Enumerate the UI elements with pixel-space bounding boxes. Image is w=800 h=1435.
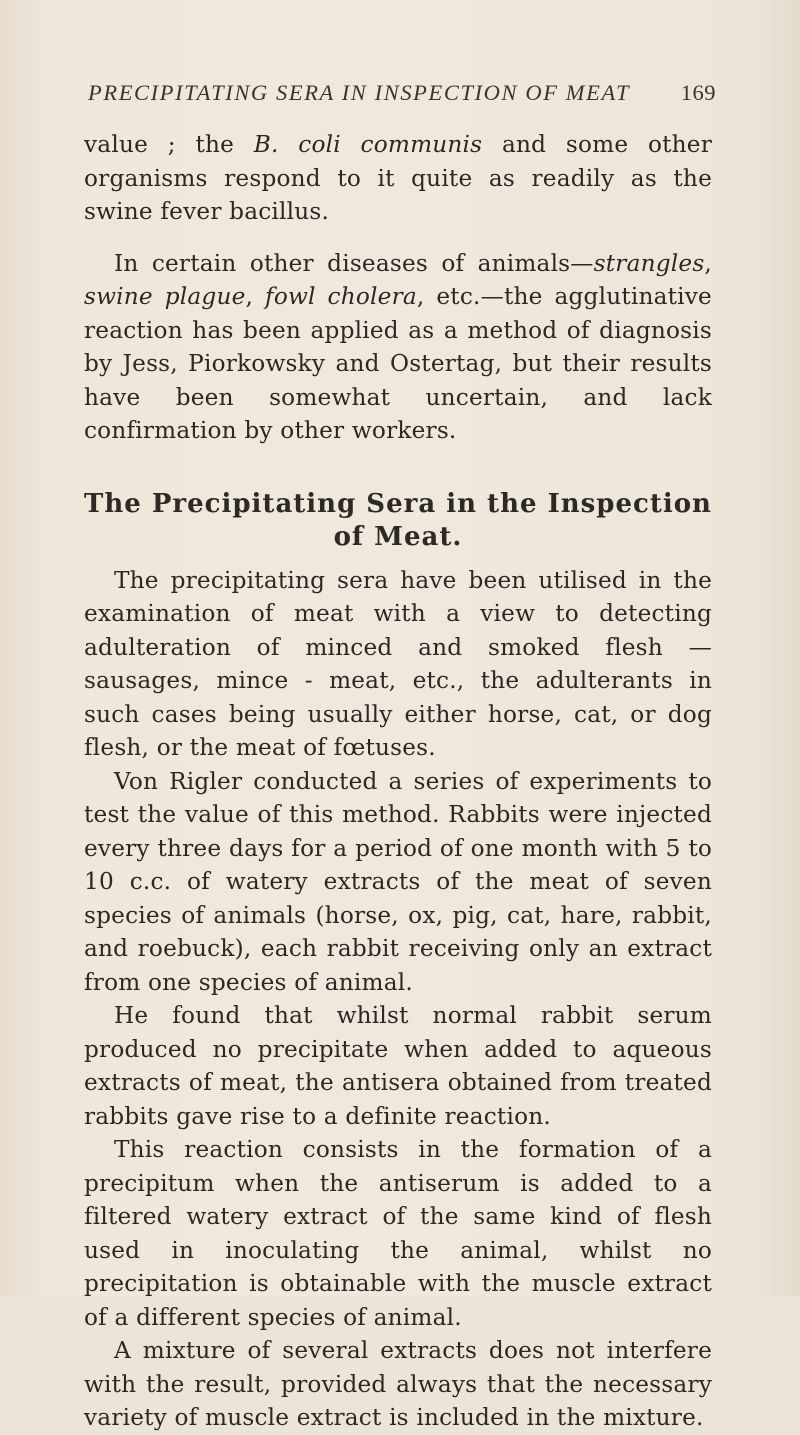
paragraph-precipitating-sera: The precipitating sera have been utilised in the examination of meat with a view to detecting adulteration of minced and smoked flesh — sausages, mince - meat, etc., the adulterants in such cases being usually either horse, cat, or dog flesh, or the meat of fœtuses.: [84, 566, 712, 761]
paragraph-normal-serum: He found that whilst normal rabbit serum produced no precipitate when added to aqueous extracts of meat, the antisera obtained from treated rabbits gave rise to a definite reaction.: [84, 1002, 712, 1130]
paragraph-agglutinative-diagnosis: In certain other diseases of animals—strangles, swine plague, fowl cholera, etc.—the agglutinative reaction has been applied as a method of diagnosis by Jess, Piorkowsky and Ostertag, but their results have been somewhat uncertain, and lack confirmation by other workers.: [84, 249, 712, 444]
section-heading: The Precipitating Sera in the Inspection of Meat.: [84, 488, 712, 552]
paragraph-continued: value ; the B. coli communis and some other organisms respond to it quite as readily as the swine fever bacillus.: [84, 131, 712, 225]
running-head-title: PRECIPITATING SERA IN INSPECTION OF MEAT: [88, 80, 631, 105]
paragraph-reaction: This reaction consists in the formation of a precipitum when the antiserum is added to a filtered watery extract of the same kind of flesh used in inoculating the animal, whilst no precipitation is obtainable with the muscle extract of a different species of animal.: [84, 1136, 712, 1331]
page-number: 169: [680, 80, 716, 105]
paragraph-mixture: A mixture of several extracts does not interfere with the result, provided always that the necessary variety of muscle extract is included in the mixture.: [84, 1337, 712, 1431]
page-body: [84, 128, 712, 1435]
running-head: [88, 80, 716, 106]
paragraph-von-rigler: Von Rigler conducted a series of experiments to test the value of this method. Rabbits were injected every three days for a period of one month with 5 to 10 c.c. of watery extracts of the meat of seven species of animals (horse, ox, pig, cat, hare, rabbit, and roebuck), each rabbit receiving only an extract from one species of animal.: [84, 767, 712, 996]
